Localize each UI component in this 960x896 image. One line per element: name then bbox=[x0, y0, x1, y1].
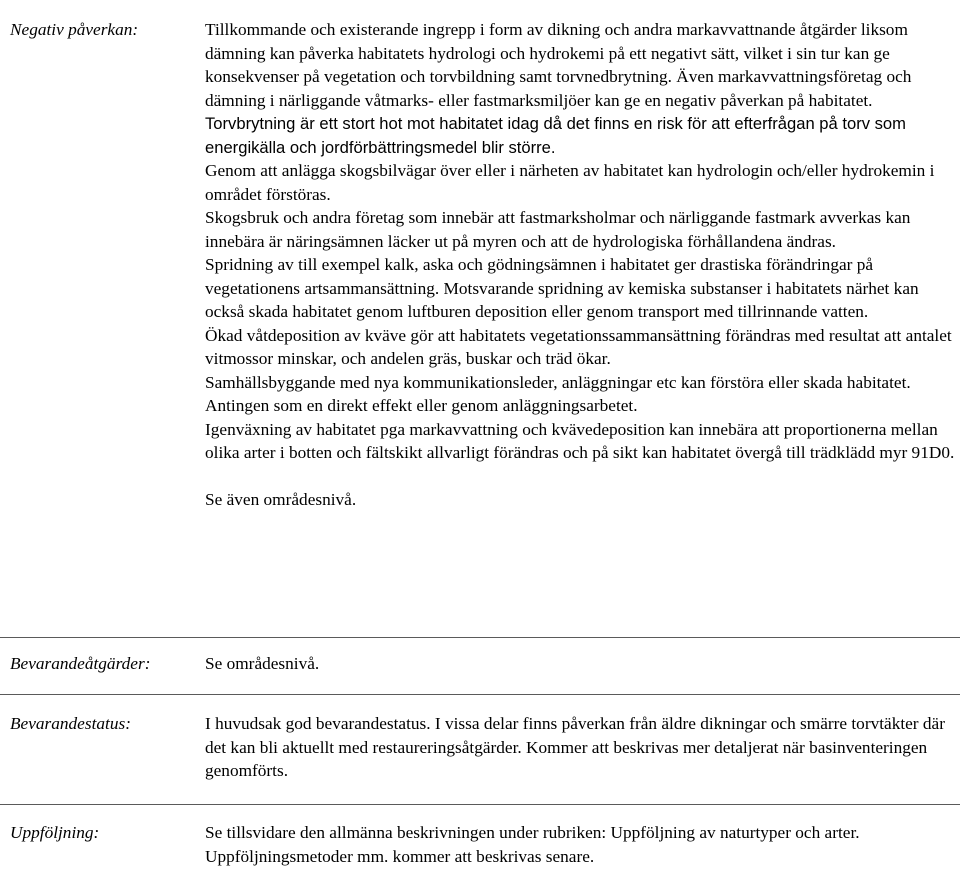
see-also-text: Se även områdesnivå. bbox=[205, 490, 357, 509]
conservation-status-text: I huvudsak god bevarandestatus. I vissa delar finns påverkan från äldre dikningar och smärre torvtäkter där det kan bli aktuellt med restaureringsåtgärder. Kommer att beskrivas mer detaljerat när basinventeringen genomförts. bbox=[205, 714, 945, 780]
section-divider bbox=[0, 694, 960, 695]
negative-impact-paragraph: Torvbrytning är ett stort hot mot habitatet idag då det finns en risk för att efterfrågan på torv som energikälla och jordförbättringsmedel blir större. bbox=[205, 114, 906, 157]
conservation-measures-label: Bevarandeåtgärder: bbox=[10, 654, 151, 673]
negative-impact-paragraph: Igenväxning av habitatet pga markavvattning och kvävedeposition kan innebära att proportionerna mellan olika arter i botten och fältskikt allvarligt förändras och på sikt kan habitatet övergå till trädklädd myr 91D0. bbox=[205, 419, 955, 462]
negative-impact-paragraph: Genom att anlägga skogsbilvägar över eller i närheten av habitatet kan hydrologin och/eller hydrokemin i området förstöras. bbox=[205, 161, 935, 204]
negative-impact-paragraph: Tillkommande och existerande ingrepp i form av dikning och andra markavvattnande åtgärder liksom dämning kan påverka habitatets hydrologi och hydrokemi på ett negativt sätt, vilket i sin tur kan ge konsekvenser på vegetation och torvbildning samt torvnedbrytning. Även markavvattningsföretag och dämning i närliggande våtmarks- eller fastmarksmiljöer kan ge en negativ påverkan på habitatet. bbox=[205, 20, 912, 110]
follow-up-label: Uppföljning: bbox=[10, 823, 100, 842]
follow-up-content bbox=[205, 821, 957, 868]
negative-impact-paragraph: Skogsbruk och andra företag som innebär att fastmarksholmar och närliggande fastmark avverkas kan innebära är näringsämnen läcker ut på myren och att de hydrologiska förhållandena ändras. bbox=[205, 208, 911, 251]
conservation-status-label: Bevarandestatus: bbox=[10, 714, 131, 733]
negative-impact-paragraph: Ökad våtdeposition av kväve gör att habitatets vegetationssammansättning förändras med resultat att antalet vitmossor minskar, och andelen gräs, buskar och träd ökar. bbox=[205, 325, 952, 368]
conservation-status-content bbox=[205, 712, 957, 783]
section-divider bbox=[0, 804, 960, 805]
follow-up-text: Se tillsvidare den allmänna beskrivningen under rubriken: Uppföljning av naturtyper och arter. Uppföljningsmetoder mm. kommer att beskrivas senare. bbox=[205, 823, 860, 866]
conservation-measures-text: Se områdesnivå. bbox=[205, 654, 320, 673]
paragraph-spacer bbox=[205, 465, 957, 489]
negative-impact-paragraph: Spridning av till exempel kalk, aska och gödningsämnen i habitatet ger drastiska förändringar på vegetationens artsammansättning. Motsvarande spridning av kemiska substanser i habitatets närhet kan också skada habitatet genom luftburen deposition eller genom transport med tillrinnande vatten. bbox=[205, 255, 919, 321]
conservation-measures-content bbox=[205, 652, 957, 676]
section-divider bbox=[0, 637, 960, 638]
negative-impact-label: Negativ påverkan: bbox=[10, 20, 139, 39]
negative-impact-content bbox=[205, 18, 957, 512]
negative-impact-paragraph: Samhällsbyggande med nya kommunikationsleder, anläggningar etc kan förstöra eller skada habitatet. Antingen som en direkt effekt eller genom anläggningsarbetet. bbox=[205, 372, 911, 415]
